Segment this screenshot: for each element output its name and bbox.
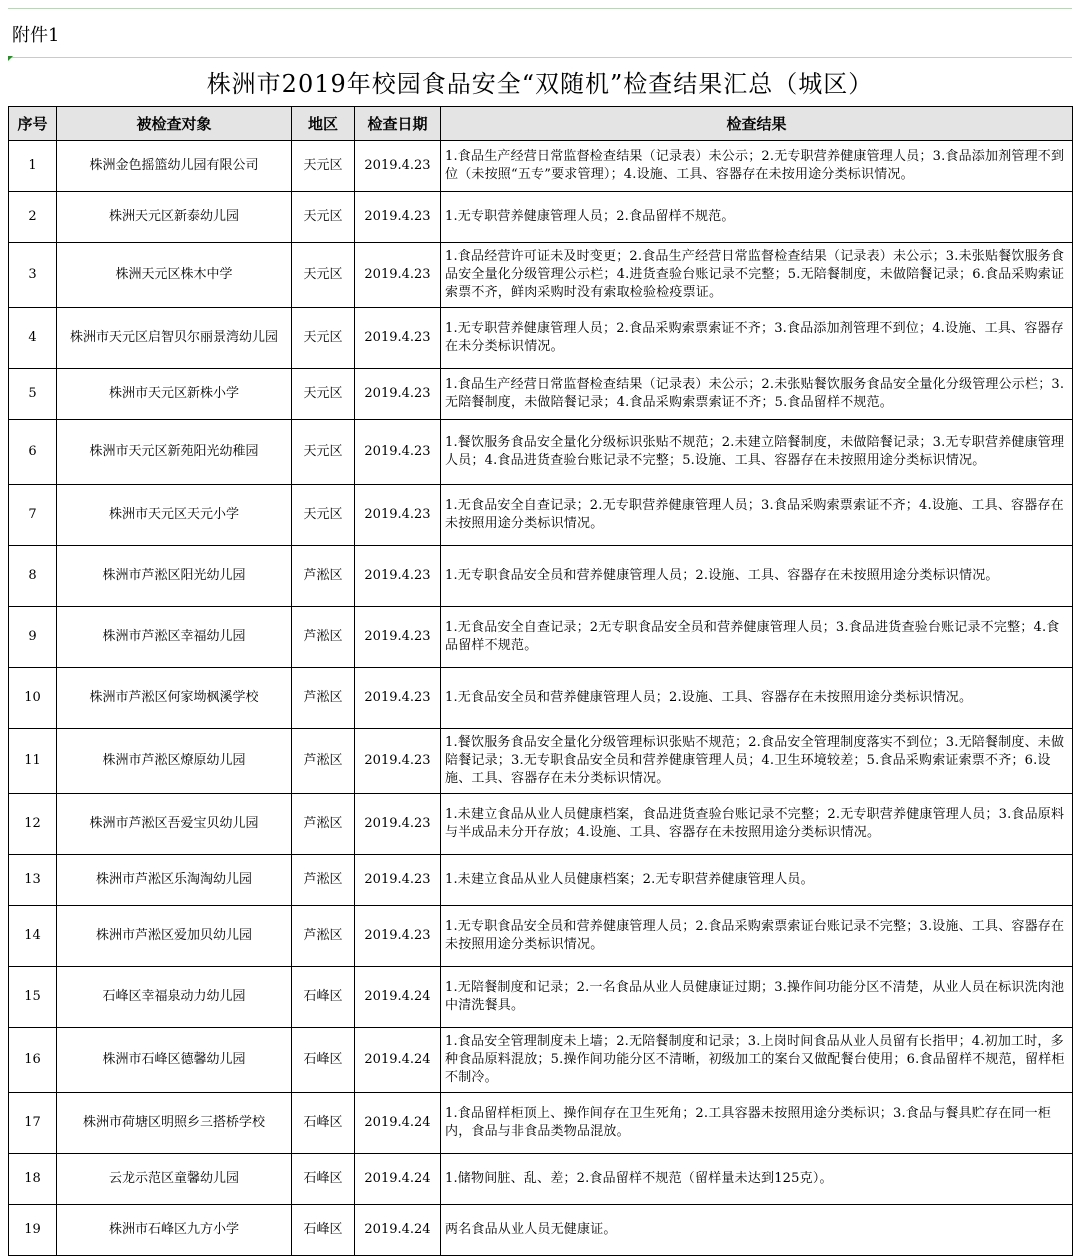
cell-no: 8 (9, 546, 57, 607)
table-row (9, 192, 1073, 243)
table-row (9, 668, 1073, 729)
table-row (9, 485, 1073, 546)
cell-date: 2019.4.24 (355, 1154, 441, 1205)
table-row (9, 906, 1073, 967)
attachment-bar (8, 8, 1072, 58)
cell-name: 株洲市石峰区德馨幼儿园 (57, 1028, 292, 1093)
cell-area: 石峰区 (292, 1028, 355, 1093)
cell-area: 芦淞区 (292, 906, 355, 967)
cell-date: 2019.4.23 (355, 369, 441, 420)
cell-result: 1.食品生产经营日常监督检查结果（记录表）未公示；2.未张贴餐饮服务食品安全量化分级管理公示栏；3.无陪餐制度，未做陪餐记录；4.食品采购索票索证不齐；5.食品留样不规范。 (441, 369, 1073, 420)
cell-result: 1.食品生产经营日常监督检查结果（记录表）未公示；2.无专职营养健康管理人员；3.食品添加剂管理不到位（未按照“五专”要求管理）；4.设施、工具、容器存在未按用途分类标识情况。 (441, 141, 1073, 192)
document-title: 株洲市2019年校园食品安全“双随机”检查结果汇总（城区） (206, 69, 874, 98)
cell-no: 5 (9, 369, 57, 420)
cell-no: 18 (9, 1154, 57, 1205)
cell-result: 1.餐饮服务食品安全量化分级管理标识张贴不规范；2.食品安全管理制度落实不到位；3.无陪餐制度、未做陪餐记录；3.无专职食品安全员和营养健康管理人员；4.卫生环境较差；5.食品采购索证索票不齐；6.设施、工具、容器存在未分类标识情况。 (441, 729, 1073, 794)
cell-date: 2019.4.23 (355, 192, 441, 243)
cell-result: 1.食品安全管理制度未上墙；2.无陪餐制度和记录；3.上岗时间食品从业人员留有长指甲；4.初加工时，多种食品原料混放；5.操作间功能分区不清晰，初级加工的案台又做配餐台使用；6.食品留样不规范，留样柜不制冷。 (441, 1028, 1073, 1093)
header-name: 被检查对象 (57, 107, 292, 141)
cell-result: 1.食品经营许可证未及时变更；2.食品生产经营日常监督检查结果（记录表）未公示；3.未张贴餐饮服务食品安全量化分级管理公示栏；4.进货查验台账记录不完整；5.无陪餐制度，未做陪餐记录；6.食品采购索证索票不齐，鲜肉采购时没有索取检验检疫票证。 (441, 243, 1073, 308)
cell-result: 1.食品留样柜顶上、操作间存在卫生死角；2.工具容器未按照用途分类标识；3.食品与餐具贮存在同一柜内，食品与非食品类物品混放。 (441, 1093, 1073, 1154)
cell-date: 2019.4.23 (355, 794, 441, 855)
cell-area: 天元区 (292, 369, 355, 420)
table-row (9, 369, 1073, 420)
cell-result: 1.无专职食品安全员和营养健康管理人员；2.食品采购索票索证台账记录不完整；3.设施、工具、容器存在未按照用途分类标识情况。 (441, 906, 1073, 967)
cell-no: 2 (9, 192, 57, 243)
cell-area: 石峰区 (292, 1154, 355, 1205)
cell-area: 天元区 (292, 243, 355, 308)
cell-area: 芦淞区 (292, 546, 355, 607)
cell-date: 2019.4.23 (355, 607, 441, 668)
cell-name: 株洲天元区株木中学 (57, 243, 292, 308)
cell-name: 石峰区幸福泉动力幼儿园 (57, 967, 292, 1028)
cell-name: 株洲天元区新泰幼儿园 (57, 192, 292, 243)
cell-area: 芦淞区 (292, 607, 355, 668)
table-row (9, 1093, 1073, 1154)
cell-date: 2019.4.23 (355, 906, 441, 967)
cell-name: 株洲市天元区新苑阳光幼稚园 (57, 420, 292, 485)
cell-name: 云龙示范区童馨幼儿园 (57, 1154, 292, 1205)
cell-name: 株洲市芦淞区幸福幼儿园 (57, 607, 292, 668)
cell-result: 两名食品从业人员无健康证。 (441, 1205, 1073, 1256)
cell-area: 天元区 (292, 485, 355, 546)
cell-area: 芦淞区 (292, 794, 355, 855)
cell-area: 芦淞区 (292, 729, 355, 794)
header-result: 检查结果 (441, 107, 1073, 141)
table-row (9, 794, 1073, 855)
table-row (9, 1028, 1073, 1093)
cell-date: 2019.4.23 (355, 243, 441, 308)
cell-name: 株洲市芦淞区燎原幼儿园 (57, 729, 292, 794)
cell-name: 株洲市天元区启智贝尔丽景湾幼儿园 (57, 308, 292, 369)
table-row (9, 1205, 1073, 1256)
cell-result: 1.未建立食品从业人员健康档案，食品进货查验台账记录不完整；2.无专职营养健康管理人员；3.食品原料与半成品未分开存放；4.设施、工具、容器存在未按照用途分类标识情况。 (441, 794, 1073, 855)
cell-result: 1.无专职营养健康管理人员；2.食品采购索票索证不齐；3.食品添加剂管理不到位；4.设施、工具、容器存在未分类标识情况。 (441, 308, 1073, 369)
cell-date: 2019.4.23 (355, 420, 441, 485)
table-header-row (9, 107, 1073, 141)
cell-name: 株洲市芦淞区乐淘淘幼儿园 (57, 855, 292, 906)
cell-area: 天元区 (292, 141, 355, 192)
cell-date: 2019.4.24 (355, 1093, 441, 1154)
cell-date: 2019.4.24 (355, 1028, 441, 1093)
table-row (9, 607, 1073, 668)
cell-no: 11 (9, 729, 57, 794)
cell-no: 16 (9, 1028, 57, 1093)
cell-result: 1.餐饮服务食品安全量化分级标识张贴不规范；2.未建立陪餐制度，未做陪餐记录；3.无专职营养健康管理人员；4.食品进货查验台账记录不完整；5.设施、工具、容器存在未按照用途分类标识情况。 (441, 420, 1073, 485)
cell-no: 19 (9, 1205, 57, 1256)
table-row (9, 420, 1073, 485)
table-row (9, 855, 1073, 906)
cell-no: 1 (9, 141, 57, 192)
cell-no: 3 (9, 243, 57, 308)
cell-area: 石峰区 (292, 967, 355, 1028)
cell-name: 株洲市天元区新株小学 (57, 369, 292, 420)
cell-name: 株洲市荷塘区明照乡三搭桥学校 (57, 1093, 292, 1154)
cell-date: 2019.4.23 (355, 308, 441, 369)
cell-no: 12 (9, 794, 57, 855)
cell-date: 2019.4.24 (355, 1205, 441, 1256)
header-no: 序号 (9, 107, 57, 141)
header-area: 地区 (292, 107, 355, 141)
cell-result: 1.未建立食品从业人员健康档案；2.无专职营养健康管理人员。 (441, 855, 1073, 906)
cell-date: 2019.4.24 (355, 967, 441, 1028)
cell-result: 1.无食品安全自查记录；2无专职食品安全员和营养健康管理人员；3.食品进货查验台账记录不完整；4.食品留样不规范。 (441, 607, 1073, 668)
results-table (8, 106, 1073, 1256)
cell-date: 2019.4.23 (355, 546, 441, 607)
cell-no: 10 (9, 668, 57, 729)
cell-result: 1.无食品安全自查记录；2.无专职营养健康管理人员；3.食品采购索票索证不齐；4.设施、工具、容器存在未按照用途分类标识情况。 (441, 485, 1073, 546)
cell-name: 株洲市芦淞区阳光幼儿园 (57, 546, 292, 607)
cell-no: 14 (9, 906, 57, 967)
cell-result: 1.无食品安全员和营养健康管理人员；2.设施、工具、容器存在未按照用途分类标识情况。 (441, 668, 1073, 729)
cell-no: 4 (9, 308, 57, 369)
cell-name: 株洲市天元区天元小学 (57, 485, 292, 546)
cell-name: 株洲金色摇篮幼儿园有限公司 (57, 141, 292, 192)
cell-result: 1.无专职营养健康管理人员；2.食品留样不规范。 (441, 192, 1073, 243)
cell-no: 15 (9, 967, 57, 1028)
table-row (9, 546, 1073, 607)
cell-area: 天元区 (292, 192, 355, 243)
cell-no: 7 (9, 485, 57, 546)
cell-area: 石峰区 (292, 1205, 355, 1256)
cell-name: 株洲市石峰区九方小学 (57, 1205, 292, 1256)
table-row (9, 308, 1073, 369)
cell-no: 17 (9, 1093, 57, 1154)
cell-area: 石峰区 (292, 1093, 355, 1154)
attachment-label: 附件1 (12, 25, 60, 46)
cell-result: 1.无专职食品安全员和营养健康管理人员；2.设施、工具、容器存在未按照用途分类标识情况。 (441, 546, 1073, 607)
cell-result: 1.无陪餐制度和记录；2.一名食品从业人员健康证过期；3.操作间功能分区不清楚，从业人员在标识洗肉池中清洗餐具。 (441, 967, 1073, 1028)
cell-result: 1.储物间脏、乱、差；2.食品留样不规范（留样量未达到125克）。 (441, 1154, 1073, 1205)
cell-name: 株洲市芦淞区吾爱宝贝幼儿园 (57, 794, 292, 855)
table-row (9, 243, 1073, 308)
cell-name: 株洲市芦淞区爱加贝幼儿园 (57, 906, 292, 967)
cell-area: 芦淞区 (292, 855, 355, 906)
cell-area: 天元区 (292, 420, 355, 485)
cell-date: 2019.4.23 (355, 855, 441, 906)
cell-date: 2019.4.23 (355, 141, 441, 192)
cell-no: 13 (9, 855, 57, 906)
cell-area: 芦淞区 (292, 668, 355, 729)
table-row (9, 141, 1073, 192)
cell-no: 9 (9, 607, 57, 668)
table-row (9, 729, 1073, 794)
cell-name: 株洲市芦淞区何家坳枫溪学校 (57, 668, 292, 729)
table-row (9, 1154, 1073, 1205)
table-row (9, 967, 1073, 1028)
header-date: 检查日期 (355, 107, 441, 141)
cell-no: 6 (9, 420, 57, 485)
cell-date: 2019.4.23 (355, 729, 441, 794)
cell-date: 2019.4.23 (355, 668, 441, 729)
cell-date: 2019.4.23 (355, 485, 441, 546)
cell-area: 天元区 (292, 308, 355, 369)
